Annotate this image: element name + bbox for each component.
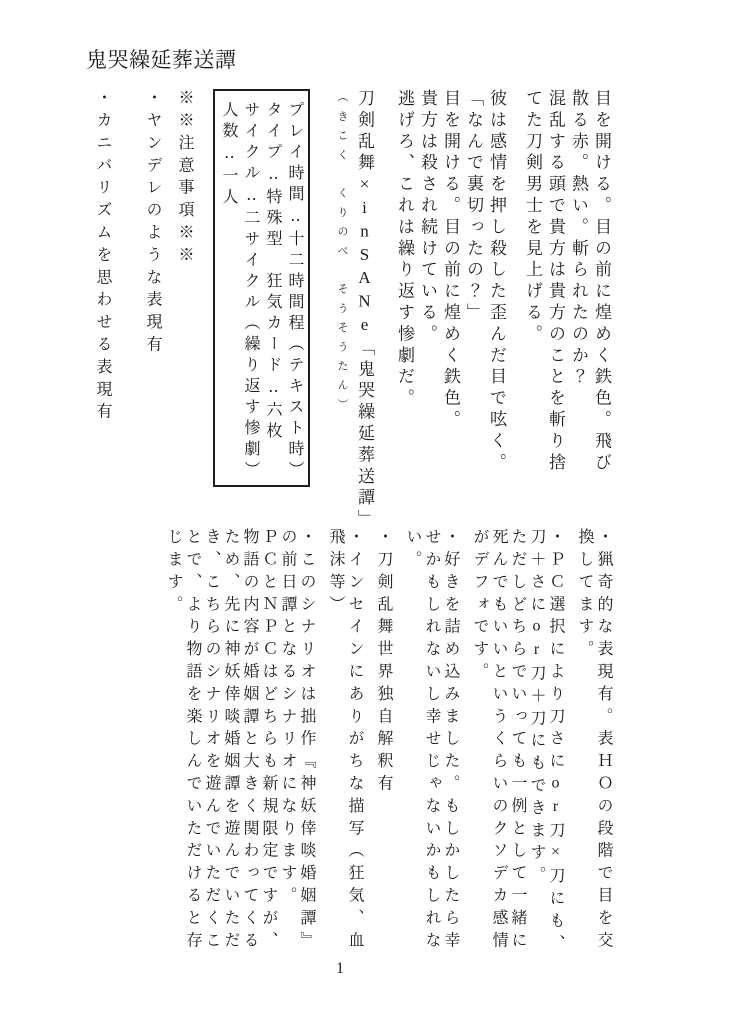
text-column: ・猟奇的な表現有。表ＨＯの段階で目を交 — [595, 528, 612, 954]
text-column: 「なんで裏切ったの？」 — [464, 89, 483, 325]
text-column: き、こちらのシナリオを遊んでいただくこ — [203, 528, 220, 954]
spec-players: 人数‥一人 — [220, 101, 237, 209]
spec-type: タイプ‥特殊型 狂気カード‥六枚 — [264, 101, 281, 443]
intro-section — [330, 89, 613, 531]
text-column: ＰＣとＮＰＣはどちらも新規限定ですが、 — [260, 528, 277, 954]
scenario-title: 刀剣乱舞×inSANe「鬼哭繰延葬送譚」 — [355, 89, 374, 531]
text-column: 目を開ける。目の前に煌めく鉄色。 — [441, 89, 460, 432]
text-column: ・好きを詰め込みました。もしかしたら幸 — [442, 528, 459, 954]
intro-paragraph-2 — [393, 89, 508, 524]
text-column: ・刀剣乱舞世界独自解釈有 — [375, 528, 392, 797]
spec-cycle: サイクル‥二サイクル（繰り返す惨劇） — [242, 101, 259, 482]
notes-heading: ※※注意事項※※ — [176, 89, 193, 269]
text-column: 貴方は殺され続けている。 — [418, 89, 437, 346]
text-column: 刀＋さにor刀＋刀にもできます。 — [528, 528, 545, 889]
caution-item — [470, 528, 565, 968]
text-column: ただしどちらでいっても一例として一緒に — [509, 528, 526, 954]
intro-paragraph-1 — [521, 89, 613, 524]
text-column: 彼は感情を押し殺した歪んだ目で呟く。 — [487, 89, 506, 475]
text-column: の前日譚となるシナリオになります。 — [279, 528, 296, 909]
text-column: ・このシナリオは拙作『神妖倖啖婚姻譚』 — [298, 528, 315, 954]
scenario-title-group — [330, 89, 376, 531]
text-column: 飛沫等） — [327, 528, 344, 618]
spec-playtime: プレイ時間‥十二時間程（テキスト時） — [286, 101, 303, 482]
caution-item — [403, 528, 460, 968]
document-title: 鬼哭繰延葬送譚 — [86, 48, 237, 72]
text-column: 逃げろ、これは繰り返す惨劇だ。 — [395, 89, 414, 410]
text-column: てた刀剣男士を見上げる。 — [523, 89, 542, 346]
text-column: 混乱する頭で貴方は貴方のことを斬り捨 — [546, 89, 565, 475]
text-column: 散る赤。熱い。斬られたのか？ — [569, 89, 588, 389]
text-column: じます。 — [165, 528, 182, 618]
text-column: ため、先に神妖倖啖婚姻譚を遊んでいただ — [222, 528, 239, 954]
caution-item — [374, 528, 393, 968]
note-item: ・ヤンデレのような表現有 — [144, 89, 161, 358]
text-column: せかもしれないし幸せじゃないかもしれな — [423, 528, 440, 954]
text-column: 目を開ける。目の前に煌めく鉄色。飛び — [592, 89, 611, 475]
text-column: とで、より物語を楽しんでいただけると存 — [184, 528, 201, 954]
text-column: 死んでもいいというくらいのクソデカ感情 — [490, 528, 507, 954]
notes-section — [86, 89, 200, 524]
text-column: 物語の内容が婚姻譚と大きく関わってくる — [241, 528, 258, 954]
caution-item — [164, 528, 316, 968]
spec-box-content — [215, 91, 310, 485]
cautions-section — [154, 528, 613, 968]
page-number: 1 — [336, 960, 344, 977]
text-column: がデフォです。 — [471, 528, 488, 685]
text-column: 換してます。 — [576, 528, 593, 663]
scenario-title-reading: （きこく くりのべ そうそうたん） — [336, 91, 348, 418]
text-column: い。 — [404, 528, 421, 573]
text-column: ・ＰＣ選択により刀さにor刀×刀にも、 — [547, 528, 564, 957]
spec-box — [213, 89, 310, 487]
text-column: ・インセインにありがちな描写（狂気、血 — [346, 528, 363, 954]
caution-item — [326, 528, 364, 968]
note-item: ・カニバリズムを思わせる表現有 — [94, 89, 111, 425]
caution-item — [575, 528, 613, 968]
